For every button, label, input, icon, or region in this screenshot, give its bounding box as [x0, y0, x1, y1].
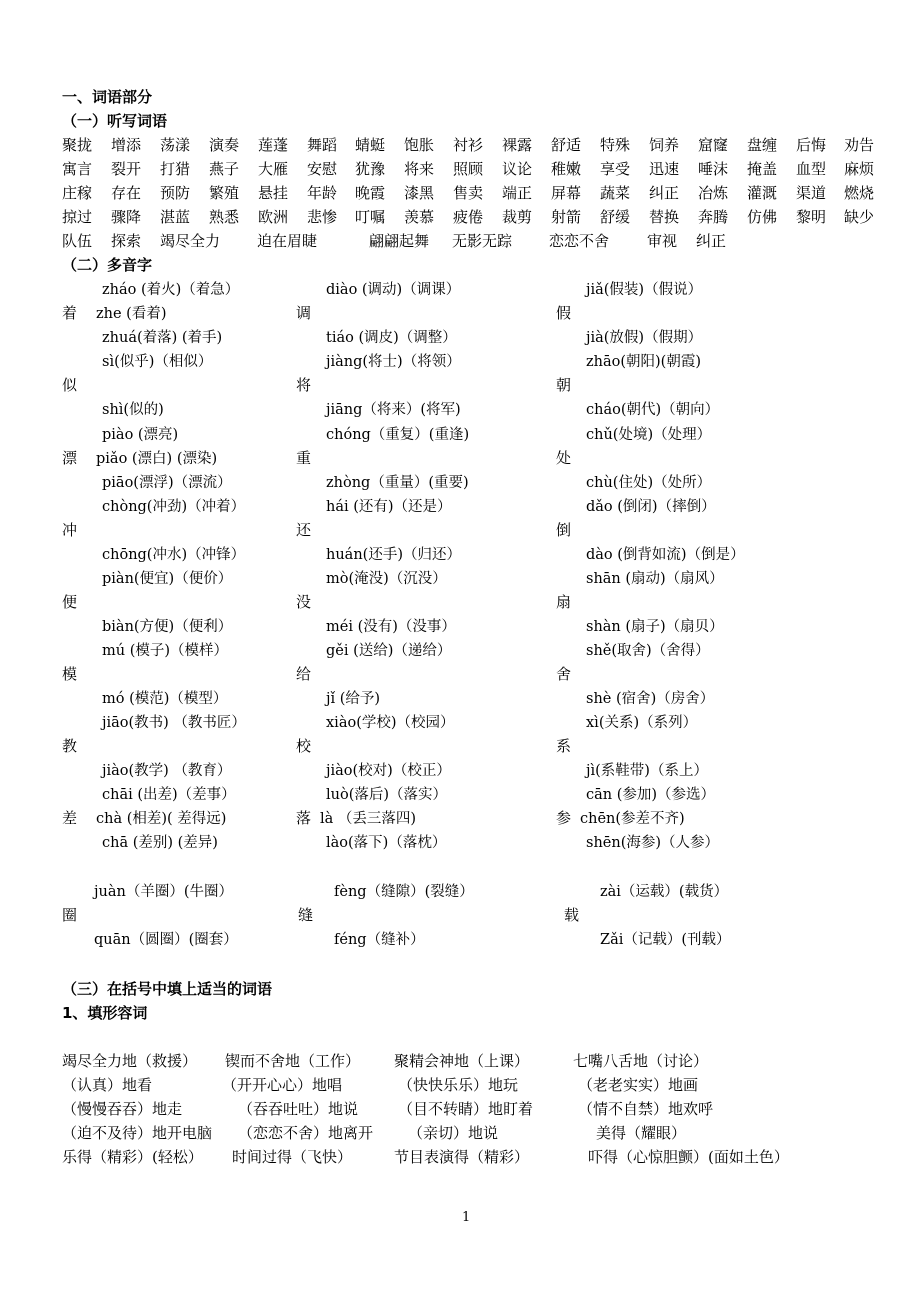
polyphonic-char: 缝 [298, 906, 314, 924]
vocab-word: 增添 [111, 136, 142, 154]
polyphonic-reading: quān（圆圈）(圈套） [94, 932, 238, 948]
polyphonic-reading: zhòng（重量）(重要) [326, 475, 469, 491]
polyphonic-reading: chēn(参差不齐) [580, 811, 685, 827]
vocab-word: 掩盖 [747, 160, 778, 178]
fill-item: （恋恋不舍）地离开 [238, 1124, 374, 1142]
vocab-word: 恋恋不舍 [549, 232, 610, 250]
polyphonic-char: 漂 [62, 449, 78, 467]
polyphonic-reading: zháo (着火)（着急） [102, 282, 240, 298]
vocab-word: 年龄 [307, 184, 338, 202]
polyphonic-char: 着 [62, 304, 78, 322]
section-title-vocabulary: 一、词语部分 [62, 88, 153, 106]
polyphonic-char: 调 [296, 304, 312, 322]
polyphonic-reading: jiǎ(假装)（假说） [586, 282, 703, 298]
vocab-word: 冶炼 [698, 184, 729, 202]
polyphonic-reading: méi (没有)（没事） [326, 619, 456, 635]
polyphonic-char: 没 [296, 593, 312, 611]
vocab-word: 稚嫩 [551, 160, 582, 178]
vocab-word: 庄稼 [62, 184, 93, 202]
polyphonic-char: 教 [62, 737, 78, 755]
vocab-word: 犹豫 [355, 160, 386, 178]
polyphonic-char: 处 [556, 449, 572, 467]
vocab-word: 悬挂 [258, 184, 289, 202]
vocab-word: 寓言 [62, 160, 93, 178]
vocab-word: 特殊 [600, 136, 631, 154]
polyphonic-reading: shè (宿舍)（房舍） [586, 691, 715, 707]
polyphonic-reading: shě(取舍)（舍得） [586, 643, 710, 659]
polyphonic-char: 落 [296, 809, 312, 827]
fill-item: （慢慢吞吞）地走 [62, 1100, 183, 1118]
vocab-word: 蜻蜓 [355, 136, 386, 154]
fill-item: （认真）地看 [62, 1076, 153, 1094]
polyphonic-reading: juàn（羊圈）(牛圈） [94, 884, 233, 900]
polyphonic-reading: jiào(校对)（校正） [326, 763, 451, 779]
polyphonic-reading: Zǎi（记载）(刊载） [600, 932, 731, 948]
fill-item: 美得（耀眼） [596, 1124, 687, 1142]
vocab-word: 纠正 [649, 184, 680, 202]
vocab-word: 仿佛 [747, 208, 778, 226]
polyphonic-reading: diào (调动)（调课） [326, 282, 461, 298]
fill-item: 时间过得（飞快） [232, 1148, 353, 1166]
vocab-word: 叮嘱 [355, 208, 386, 226]
fill-item: 竭尽全力地（救援） [62, 1052, 198, 1070]
polyphonic-reading: chāi (出差)（差事） [102, 787, 236, 803]
polyphonic-char: 扇 [556, 593, 572, 611]
polyphonic-reading: lào(落下)（落枕） [326, 835, 447, 851]
polyphonic-char: 倒 [556, 521, 572, 539]
polyphonic-reading: chǔ(处境)（处理） [586, 427, 712, 443]
polyphonic-char: 模 [62, 665, 78, 683]
polyphonic-reading: chù(住处)（处所） [586, 475, 712, 491]
fill-item: （情不自禁）地欢呼 [578, 1100, 714, 1118]
polyphonic-reading: biàn(方便)（便利） [102, 619, 233, 635]
polyphonic-reading: mú (模子)（模样） [102, 643, 229, 659]
vocab-word: 疲倦 [453, 208, 484, 226]
vocab-word: 悲惨 [307, 208, 338, 226]
fill-item: （快快乐乐）地玩 [398, 1076, 519, 1094]
polyphonic-reading: piāo(漂浮)（漂流） [102, 475, 232, 491]
vocab-word: 窟窿 [698, 136, 729, 154]
polyphonic-reading: zhe (看着) [96, 306, 167, 322]
vocab-word: 舞蹈 [307, 136, 338, 154]
vocab-word: 黎明 [796, 208, 827, 226]
subsection-title-dictation: （一）听写词语 [62, 112, 168, 130]
polyphonic-reading: cān (参加)（参选） [586, 787, 716, 803]
polyphonic-char: 冲 [62, 521, 78, 539]
vocab-word: 羡慕 [404, 208, 435, 226]
vocab-word: 存在 [111, 184, 142, 202]
polyphonic-reading: mó (模范)（模型） [102, 691, 228, 707]
vocab-word: 安慰 [307, 160, 338, 178]
fill-item: 节目表演得（精彩） [394, 1148, 530, 1166]
vocab-word: 燕子 [209, 160, 240, 178]
vocab-word: 繁殖 [209, 184, 240, 202]
vocab-word: 血型 [796, 160, 827, 178]
polyphonic-reading: xiào(学校)（校园） [326, 715, 455, 731]
vocab-word: 射箭 [551, 208, 582, 226]
polyphonic-reading: tiáo (调皮)（调整） [326, 330, 457, 346]
polyphonic-char: 舍 [556, 665, 572, 683]
polyphonic-reading: jiàng(将士)（将领） [326, 354, 461, 370]
vocab-word: 翩翩起舞 [369, 232, 430, 250]
vocab-word: 裁剪 [502, 208, 533, 226]
polyphonic-reading: huán(还手)（归还） [326, 547, 461, 563]
polyphonic-reading: shàn (扇子)（扇贝） [586, 619, 724, 635]
polyphonic-reading: jǐ (给予) [326, 691, 381, 707]
polyphonic-reading: mò(淹没)（沉没） [326, 571, 447, 587]
polyphonic-reading: dǎo (倒闭)（摔倒） [586, 499, 716, 515]
vocab-word: 审视 [647, 232, 678, 250]
fill-item: （老老实实）地画 [578, 1076, 699, 1094]
fill-item: （开开心心）地唱 [222, 1076, 343, 1094]
vocab-word: 劝告 [844, 136, 875, 154]
polyphonic-reading: piào (漂亮) [102, 427, 179, 443]
vocab-word: 渠道 [796, 184, 827, 202]
polyphonic-reading: zài（运载）(载货） [600, 884, 729, 900]
vocab-word: 探索 [111, 232, 142, 250]
subsection-title-fill-in: （三）在括号中填上适当的词语 [62, 980, 273, 998]
polyphonic-char: 假 [556, 304, 572, 322]
polyphonic-reading: hái (还有)（还是） [326, 499, 452, 515]
vocab-word: 演奏 [209, 136, 240, 154]
vocab-word: 漆黑 [404, 184, 435, 202]
vocab-word: 享受 [600, 160, 631, 178]
vocab-word: 队伍 [62, 232, 93, 250]
polyphonic-reading: là （丢三落四) [320, 811, 417, 827]
vocab-word: 替换 [649, 208, 680, 226]
exercise-title-adjectives: 1、填形容词 [62, 1004, 148, 1022]
polyphonic-reading: shēn(海参)（人参） [586, 835, 720, 851]
vocab-word: 预防 [160, 184, 191, 202]
polyphonic-reading: chà (相差)( 差得远) [96, 811, 227, 827]
vocab-word: 纠正 [696, 232, 727, 250]
polyphonic-char: 校 [296, 737, 312, 755]
polyphonic-char: 便 [62, 593, 78, 611]
polyphonic-char: 似 [62, 376, 78, 394]
vocab-word: 盘缠 [747, 136, 778, 154]
vocab-word: 裂开 [111, 160, 142, 178]
polyphonic-reading: chòng(冲劲)（冲着） [102, 499, 246, 515]
subsection-title-polyphonic: （二）多音字 [62, 256, 153, 274]
vocab-word: 熟悉 [209, 208, 240, 226]
fill-item: 七嘴八舌地（讨论） [573, 1052, 709, 1070]
polyphonic-reading: shān (扇动)（扇风） [586, 571, 724, 587]
vocab-word: 照顾 [453, 160, 484, 178]
polyphonic-reading: chōng(冲水)（冲锋） [102, 547, 246, 563]
vocab-word: 湛蓝 [160, 208, 191, 226]
vocab-word: 莲蓬 [258, 136, 289, 154]
vocab-word: 饱胀 [404, 136, 435, 154]
polyphonic-reading: jì(系鞋带)（系上） [586, 763, 708, 779]
vocab-word: 打猎 [160, 160, 191, 178]
fill-item: （吞吞吐吐）地说 [238, 1100, 359, 1118]
polyphonic-reading: jiāo(教书) （教书匠） [102, 715, 246, 731]
vocab-word: 无影无踪 [452, 232, 513, 250]
fill-item: （亲切）地说 [408, 1124, 499, 1142]
vocab-word: 掠过 [62, 208, 93, 226]
vocab-word: 端正 [502, 184, 533, 202]
vocab-word: 屏幕 [551, 184, 582, 202]
polyphonic-reading: gěi (送给)（递给） [326, 643, 452, 659]
vocab-word: 缺少 [844, 208, 875, 226]
vocab-word: 裸露 [502, 136, 533, 154]
vocab-word: 大雁 [258, 160, 289, 178]
polyphonic-char: 给 [296, 665, 312, 683]
polyphonic-char: 系 [556, 737, 572, 755]
fill-item: 吓得（心惊胆颤）(面如土色） [588, 1148, 789, 1166]
vocab-word: 后悔 [796, 136, 827, 154]
polyphonic-char: 重 [296, 449, 312, 467]
polyphonic-reading: chā (差别) (差异) [102, 835, 218, 851]
vocab-word: 唾沫 [698, 160, 729, 178]
vocab-word: 舒缓 [600, 208, 631, 226]
polyphonic-reading: sì(似乎)（相似） [102, 354, 213, 370]
vocab-word: 将来 [404, 160, 435, 178]
vocab-word: 聚拢 [62, 136, 93, 154]
vocab-word: 衬衫 [453, 136, 484, 154]
polyphonic-reading: chóng（重复）(重逢) [326, 427, 470, 443]
vocab-word: 迅速 [649, 160, 680, 178]
vocab-word: 燃烧 [844, 184, 875, 202]
polyphonic-reading: cháo(朝代)（朝向） [586, 402, 720, 418]
polyphonic-reading: jià(放假)（假期） [586, 330, 703, 346]
polyphonic-char: 将 [296, 376, 312, 394]
polyphonic-reading: fèng（缝隙）(裂缝） [334, 884, 474, 900]
fill-item: （目不转睛）地盯着 [398, 1100, 534, 1118]
polyphonic-char: 圈 [62, 906, 78, 924]
polyphonic-reading: shì(似的) [102, 402, 164, 418]
vocab-word: 麻烦 [844, 160, 875, 178]
polyphonic-reading: luò(落后)（落实） [326, 787, 448, 803]
polyphonic-char: 参 [556, 809, 572, 827]
vocab-word: 迫在眉睫 [257, 232, 318, 250]
vocab-word: 荡漾 [160, 136, 191, 154]
vocab-word: 竭尽全力 [160, 232, 221, 250]
vocab-word: 议论 [502, 160, 533, 178]
vocab-word: 舒适 [551, 136, 582, 154]
polyphonic-reading: jiào(教学) （教育） [102, 763, 232, 779]
vocab-word: 奔腾 [698, 208, 729, 226]
polyphonic-reading: zhuá(着落) (着手) [102, 330, 223, 346]
vocab-word: 骤降 [111, 208, 142, 226]
fill-item: 聚精会神地（上课） [394, 1052, 530, 1070]
vocab-word: 饲养 [649, 136, 680, 154]
polyphonic-char: 还 [296, 521, 312, 539]
fill-item: 乐得（精彩）(轻松） [62, 1148, 203, 1166]
polyphonic-reading: féng（缝补） [334, 932, 425, 948]
polyphonic-reading: zhāo(朝阳)(朝霞) [586, 354, 701, 370]
polyphonic-reading: xì(关系)（系列） [586, 715, 698, 731]
polyphonic-reading: piǎo (漂白) (漂染) [96, 451, 218, 467]
fill-item: （迫不及待）地开电脑 [62, 1124, 213, 1142]
polyphonic-char: 载 [564, 906, 580, 924]
polyphonic-char: 差 [62, 809, 78, 827]
fill-item: 锲而不舍地（工作） [225, 1052, 361, 1070]
polyphonic-reading: piàn(便宜)（便价） [102, 571, 233, 587]
polyphonic-char: 朝 [556, 376, 572, 394]
page-number: 1 [462, 1210, 471, 1225]
polyphonic-reading: dào (倒背如流)（倒是） [586, 547, 745, 563]
vocab-word: 晚霞 [355, 184, 386, 202]
vocab-word: 售卖 [453, 184, 484, 202]
vocab-word: 蔬菜 [600, 184, 631, 202]
vocab-word: 灌溉 [747, 184, 778, 202]
polyphonic-reading: jiāng（将来）(将军) [326, 402, 461, 418]
vocab-word: 欧洲 [258, 208, 289, 226]
